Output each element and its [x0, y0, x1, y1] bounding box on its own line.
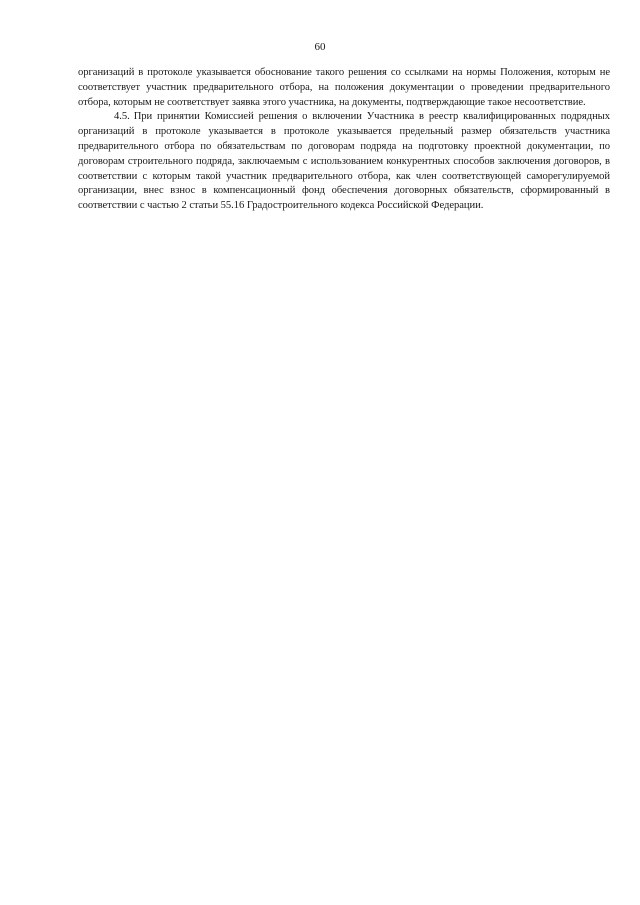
paragraph-continuation [78, 66, 610, 110]
page-number: 60 [314, 41, 326, 53]
paragraph-text: организаций в протоколе указывается обоснование такого решения со ссылками на нормы Положения, которым не соответствует участник предварительного отбора, на положения документации о проведении предварительного отбора, которым не соответствует заявка этого участника, на документы, подтверждающие такое несоответствие. [78, 67, 610, 108]
paragraph-text: При принятии Комиссией решения о включении Участника в реестр квалифицированных подрядных организаций в протоколе указывается в протоколе указывается предельный размер обязательств участника предварительного отбора по обязательствам по договорам подряда на подготовку проектной документации, по договорам строительного подряда, заключаемым с использованием конкурентных способов заключения договоров, в соответствии с которым такой участник предварительного отбора, как член соответствующей саморегулируемой организации, внес взнос в компенсационный фонд обеспечения договорных обязательств, сформированный в соответствии с частью 2 статьи 55.16 Градостроительного кодекса Российской Федерации. [78, 111, 610, 212]
document-body [78, 66, 610, 214]
paragraph-4-5 [78, 110, 610, 214]
paragraph-number: 4.5. [114, 111, 130, 123]
